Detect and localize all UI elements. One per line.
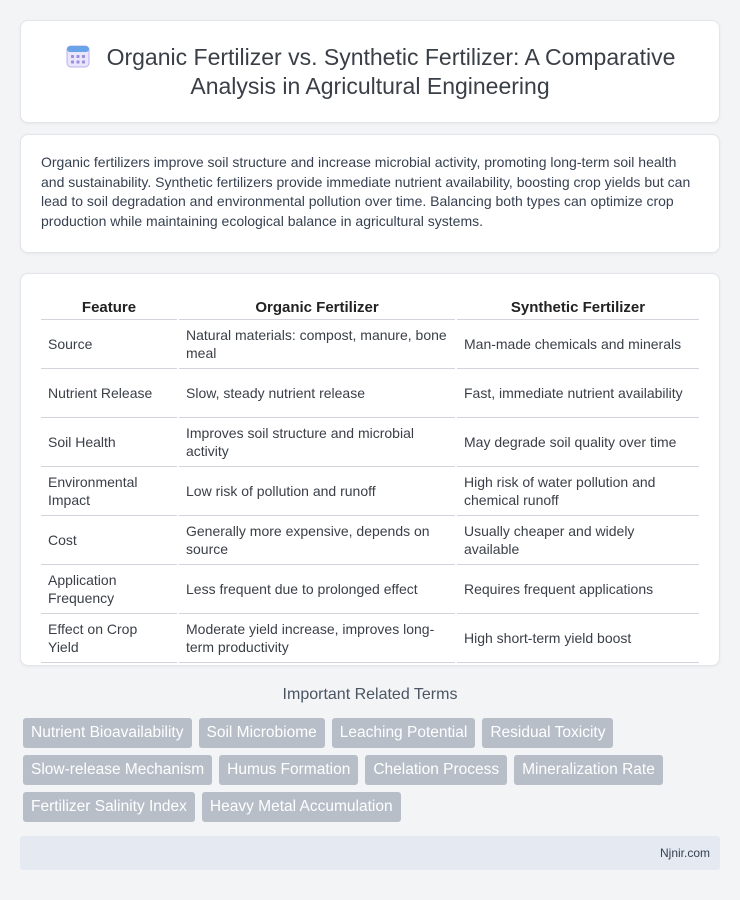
table-cell-organic: Slow, steady nutrient release [178,368,456,417]
table-cell-organic: Moderate yield increase, improves long-term productivity [178,613,456,662]
footer [20,836,720,870]
comparison-table [41,292,699,663]
table-cell-organic: Generally more expensive, depends on source [178,515,456,564]
table-row [41,417,699,466]
table-cell-organic: Improves soil structure and microbial activity [178,417,456,466]
footer-source[interactable]: Njnir.com [659,846,710,860]
term-tag[interactable]: Nutrient Bioavailability [23,718,192,748]
term-tag[interactable]: Heavy Metal Accumulation [202,792,401,822]
table-cell-feature: Application Frequency [41,564,178,613]
term-tag[interactable]: Residual Toxicity [482,718,613,748]
table-cell-feature: Environmental Impact [41,466,178,515]
table-row [41,319,699,368]
table-row [41,368,699,417]
table-cell-synthetic: Man-made chemicals and minerals [456,319,699,368]
term-tag[interactable]: Chelation Process [365,755,507,785]
table-cell-feature: Source [41,319,178,368]
table-cell-organic: Less frequent due to prolonged effect [178,564,456,613]
related-terms-heading: Important Related Terms [282,686,458,703]
table-header-row [41,292,699,319]
table-row [41,564,699,613]
header-organic: Organic Fertilizer [178,292,456,319]
term-tag[interactable]: Humus Formation [219,755,358,785]
header-synthetic: Synthetic Fertilizer [456,292,699,319]
table-row [41,466,699,515]
term-tag[interactable]: Leaching Potential [332,718,476,748]
term-row [23,792,723,822]
table-cell-synthetic: High risk of water pollution and chemical runoff [456,466,699,515]
table-cell-organic: Low risk of pollution and runoff [178,466,456,515]
summary-paragraph: Organic fertilizers improve soil structure and increase microbial activity, promoting long-term soil health and sustainability. Synthetic fertilizers provide immediate nutrient availability, boosting crop yields but can lead to soil degradation and environmental pollution over time. Balancing both types can optimize crop production while maintaining ecological balance in agricultural systems. [41,154,691,229]
title-card [20,20,720,123]
table-cell-synthetic: High short-term yield boost [456,613,699,662]
table-row [41,613,699,662]
term-row [23,718,723,748]
term-tag[interactable]: Slow-release Mechanism [23,755,212,785]
related-terms [23,718,723,829]
title-text: Organic Fertilizer vs. Synthetic Fertilizer: A Comparative Analysis in Agricultural Engineering [106,44,676,99]
table-row [41,515,699,564]
header-feature: Feature [41,292,178,319]
term-row [23,755,723,785]
term-tag[interactable]: Mineralization Rate [514,755,663,785]
term-tag[interactable]: Fertilizer Salinity Index [23,792,195,822]
table-cell-synthetic: Fast, immediate nutrient availability [456,368,699,417]
table-cell-feature: Nutrient Release [41,368,178,417]
comparison-table-card [20,273,720,666]
term-tag[interactable]: Soil Microbiome [199,718,325,748]
table-cell-organic: Natural materials: compost, manure, bone meal [178,319,456,368]
table-cell-synthetic: May degrade soil quality over time [456,417,699,466]
calendar-icon [65,43,91,69]
table-cell-feature: Effect on Crop Yield [41,613,178,662]
table-cell-feature: Cost [41,515,178,564]
table-cell-feature: Soil Health [41,417,178,466]
table-cell-synthetic: Requires frequent applications [456,564,699,613]
table-cell-synthetic: Usually cheaper and widely available [456,515,699,564]
page-title [21,43,719,101]
summary-card [20,134,720,253]
